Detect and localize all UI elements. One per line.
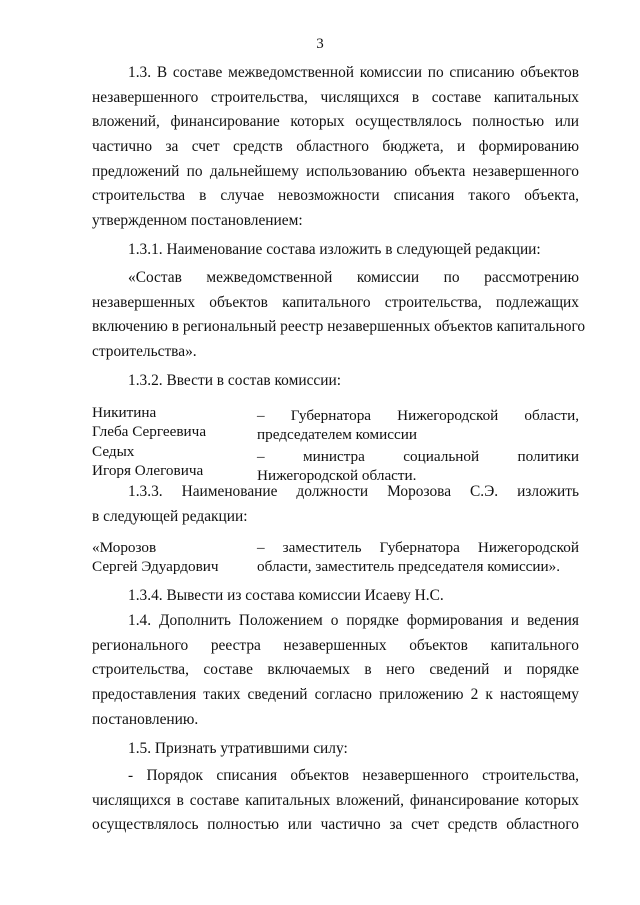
text-line: области, заместитель председателя комиссии».	[257, 558, 561, 575]
paragraph-list-item	[92, 764, 579, 838]
text-line: утвержденном постановлением:	[92, 212, 303, 230]
text-line: в следующей редакции:	[92, 507, 248, 525]
text-line: Седых	[92, 443, 135, 460]
paragraph-1-3-3	[92, 480, 579, 529]
text-line: 1.3. В составе межведомственной комиссии по списанию объектов	[128, 64, 579, 81]
text-line: – заместитель Губернатора Нижегородской	[257, 539, 579, 556]
paragraph-1-3-2	[92, 369, 579, 394]
paragraph-1-3-1	[92, 238, 579, 263]
paragraph-1-3	[92, 61, 579, 234]
text-line: - Порядок списания объектов незавершенного строительства,	[128, 767, 579, 784]
text-line: постановлению.	[92, 710, 199, 728]
paragraph-quote-title	[92, 266, 586, 365]
member-role	[257, 538, 579, 576]
text-line: незавершенных объектов капитального строительства, подлежащих	[92, 293, 579, 311]
text-line: 1.4. Дополнить Положением о порядке формирования и ведения	[128, 612, 579, 629]
text-line: Нижегородской области.	[257, 467, 417, 484]
text-line: председателем комиссии	[257, 426, 418, 443]
member-role	[257, 406, 579, 444]
text-line: предоставления таких сведений согласно приложению 2 к настоящему	[92, 686, 579, 704]
text-line: вложений, финансирование которых осуществлялось полностью или	[92, 113, 579, 131]
text-line: предложений по дальнейшему использованию объекта незавершенного	[92, 162, 579, 180]
text-line: 1.3.1. Наименование состава изложить в следующей редакции:	[128, 241, 541, 258]
text-line: строительства в случае невозможности списания такого объекта,	[92, 187, 579, 205]
text-line: 1.5. Признать утратившими силу:	[128, 740, 348, 757]
text-line: Никитина	[92, 404, 157, 421]
text-line: – министра социальной политики	[257, 448, 579, 465]
text-line: строительства».	[92, 343, 197, 361]
text-line: 1.3.4. Вывести из состава комиссии Исаеву Н.С.	[128, 587, 444, 604]
text-line: строительства, составе включаемых в него сведений и порядке	[92, 661, 579, 679]
text-line: Игоря Олеговича	[92, 462, 204, 479]
text-line: числящихся в составе капитальных вложений, финансирование которых	[92, 791, 579, 809]
paragraph-1-3-4	[92, 584, 579, 609]
text-line: частично за счет средств областного бюджета, и формированию	[92, 138, 579, 156]
paragraph-1-5	[92, 737, 579, 762]
text-line: «Морозов	[92, 539, 157, 556]
text-line: – Губернатора Нижегородской области,	[257, 407, 579, 424]
page-number: 3	[316, 36, 324, 52]
text-line: осуществлялось полностью или частично за счет средств областного	[92, 816, 579, 834]
paragraph-1-4	[92, 609, 579, 732]
text-line: 1.3.3. Наименование должности Морозова С.Э. изложить	[128, 483, 579, 500]
member-name	[92, 403, 257, 441]
text-line: 1.3.2. Ввести в состав комиссии:	[128, 372, 341, 389]
text-line: включению в региональный реестр незавершенных объектов капитального	[92, 318, 586, 336]
text-line: регионального реестра незавершенных объектов капитального	[92, 636, 579, 654]
text-line: незавершенного строительства, числящихся в составе капитальных	[92, 88, 579, 106]
member-name	[92, 442, 257, 480]
member-name	[92, 538, 257, 576]
text-line: Сергей Эдуардович	[92, 558, 219, 575]
text-line: Глеба Сергеевича	[92, 423, 207, 440]
text-line: «Состав межведомственной комиссии по рассмотрению	[128, 269, 579, 286]
